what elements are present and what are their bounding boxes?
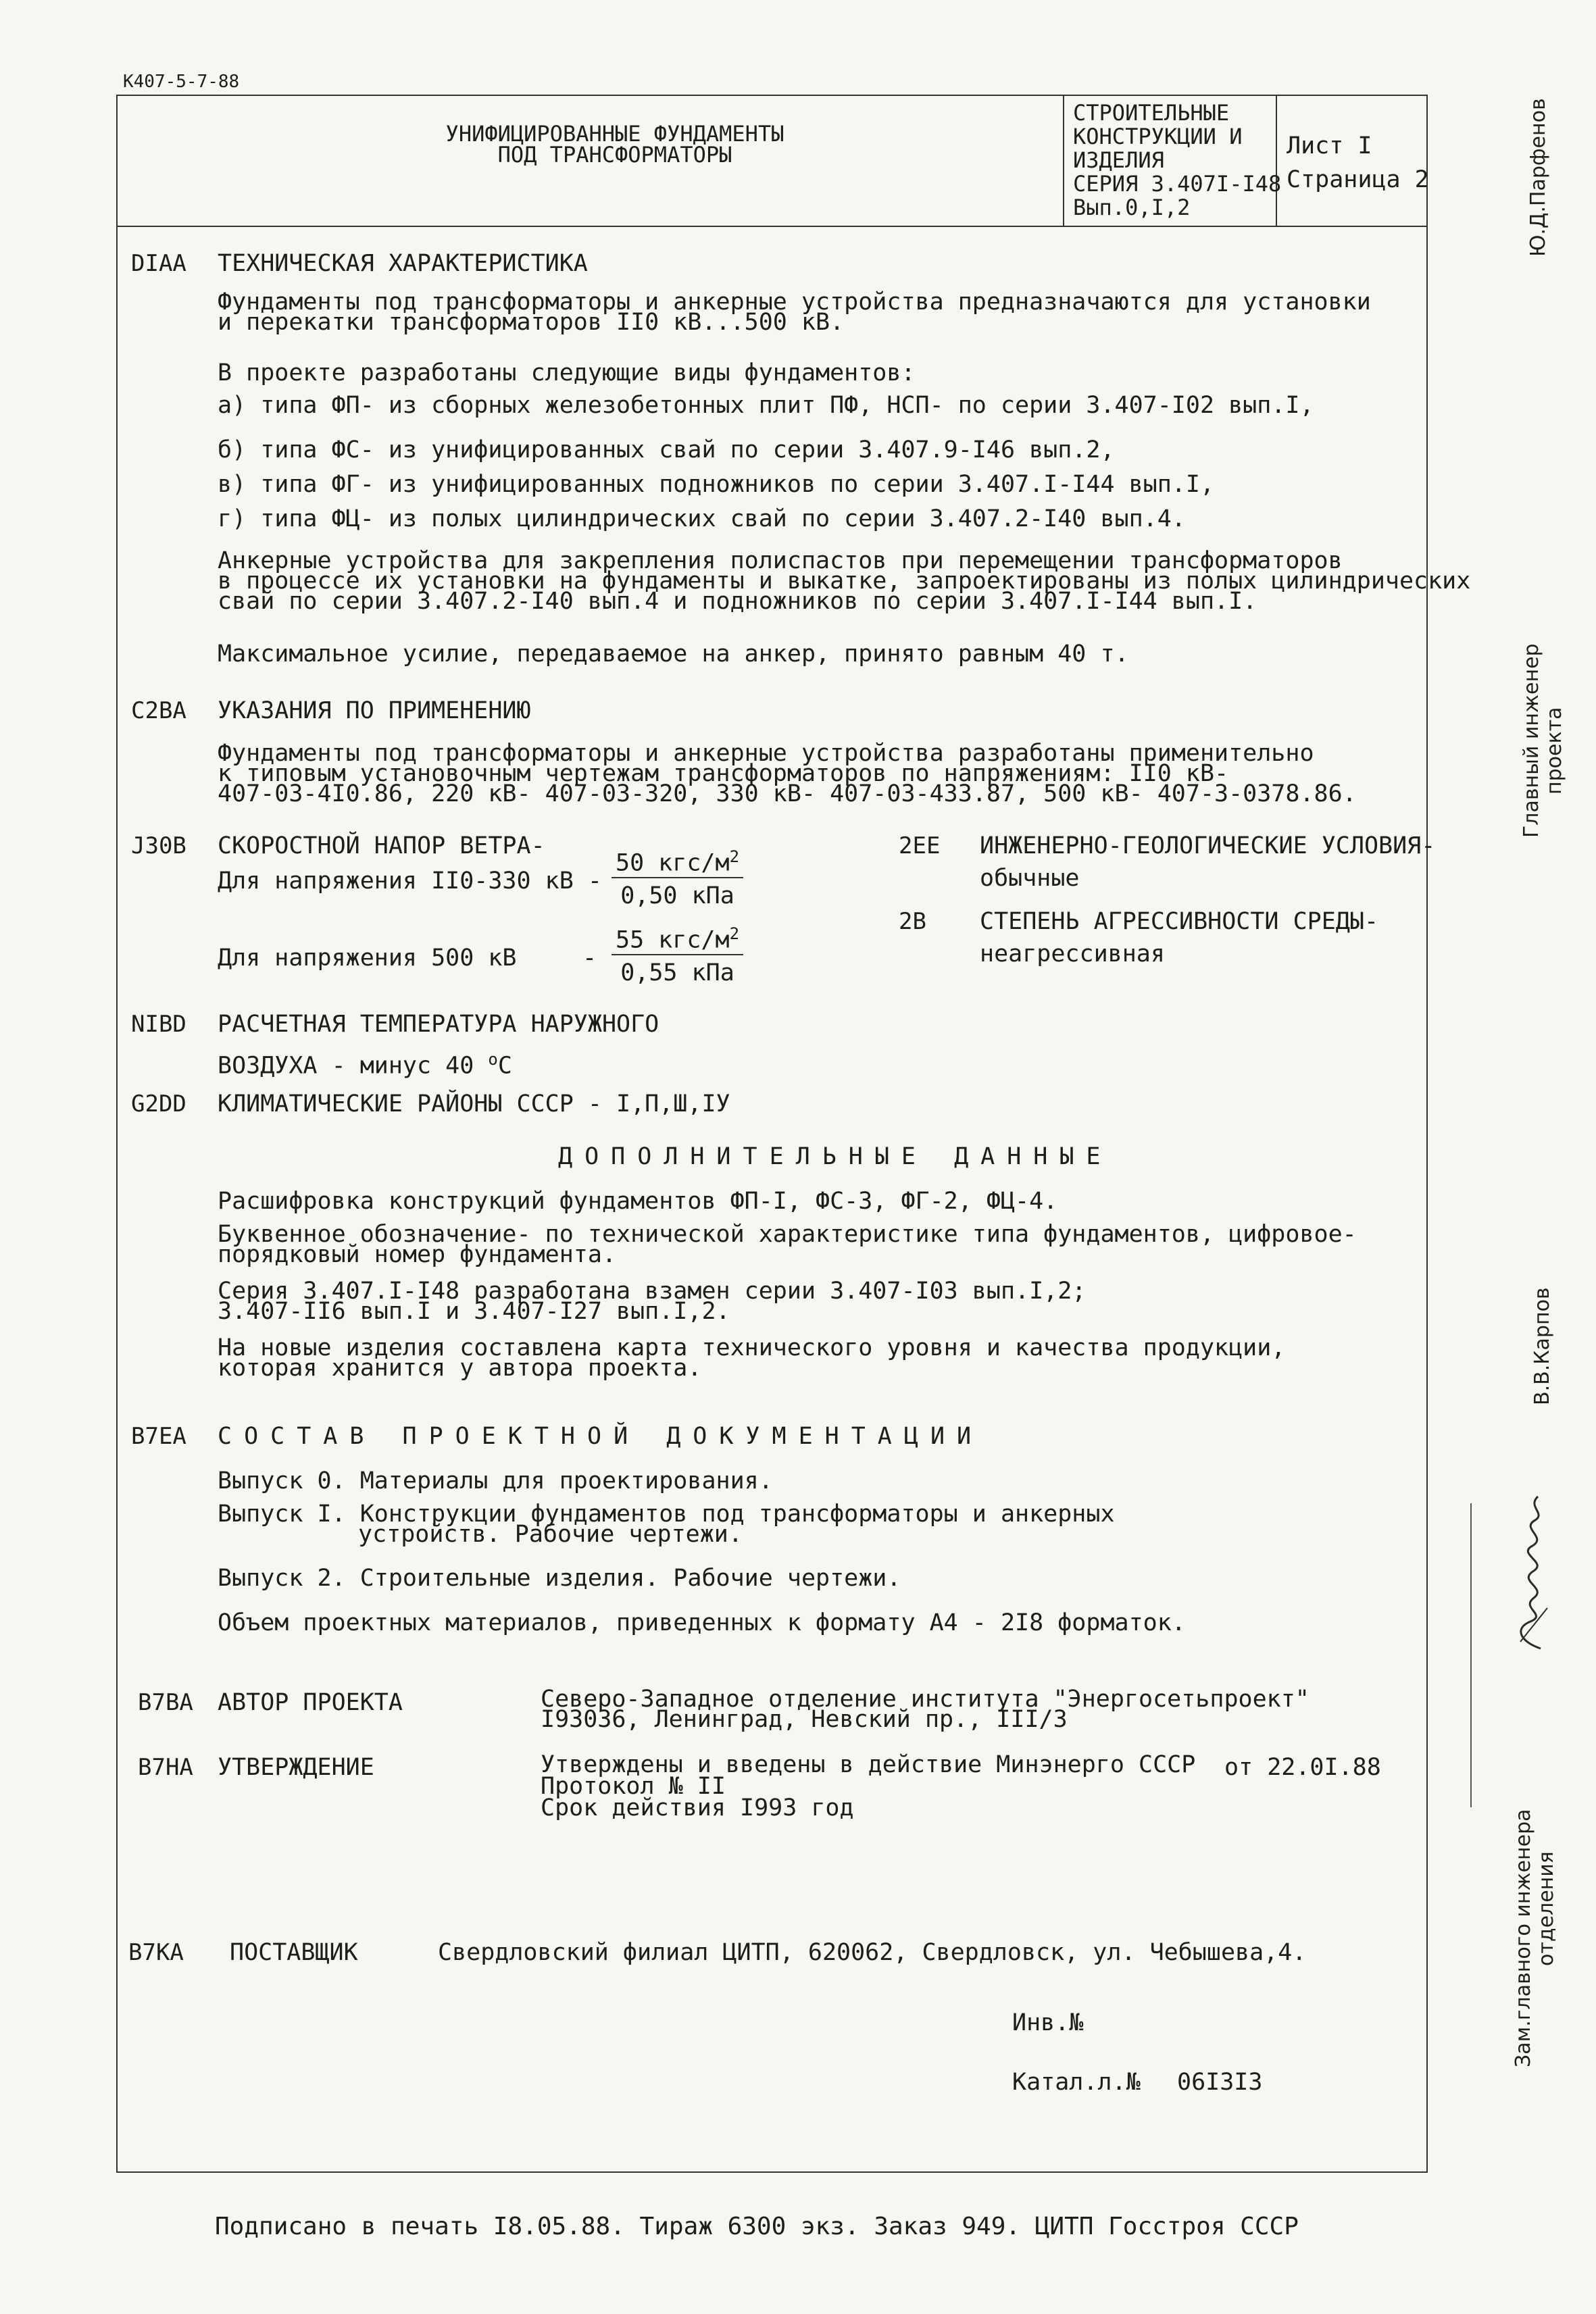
issue-2: Выпуск 2. Строительные изделия. Рабочие чертежи.	[218, 1565, 901, 1592]
print-footer: Подписано в печать I8.05.88. Тираж 6300 экз. Заказ 949. ЦИТП Госстроя СССР	[215, 2213, 1299, 2240]
tech-intro	[218, 288, 1371, 336]
wind-row-2-label: Для напряжения 500 кВ	[218, 945, 517, 972]
section-title: ТЕХНИЧЕСКАЯ ХАРАКТЕРИСТИКА	[218, 250, 588, 277]
aggr-value: неагрессивная	[980, 940, 1165, 967]
catalog-label: Катал.л.№	[1012, 2069, 1141, 2096]
section-code: NIBD	[131, 1011, 186, 1038]
section-title: УТВЕРЖДЕНИЕ	[218, 1754, 374, 1781]
header-divider-1	[1063, 95, 1064, 227]
category-line-2: КОНСТРУКЦИИ И	[1073, 124, 1243, 149]
approval-date: от 22.0I.88	[1224, 1754, 1381, 1781]
section-title: СТЕПЕНЬ АГРЕССИВНОСТИ СРЕДЫ-	[980, 908, 1379, 935]
card-text	[218, 1334, 1286, 1382]
section-title: ПОСТАВЩИК	[230, 1939, 358, 1966]
series-text	[218, 1278, 1087, 1325]
wind-value-kgs: 55 кгс/м	[616, 926, 730, 954]
category-block	[1073, 101, 1281, 220]
types-heading: В проекте разработаны следующие виды фундаментов:	[218, 359, 916, 386]
text-line: и перекатки трансформаторов II0 кВ...500 кВ.	[218, 309, 845, 336]
author-text	[541, 1686, 1310, 1733]
text-line: 407-03-4I0.86, 220 кВ- 407-03-320, 330 кВ- 407-03-433.87, 500 кВ- 407-3-0378.86.	[218, 780, 1357, 807]
text-line: к типовым установочным чертежам трансформаторов по напряжениям: II0 кВ-	[218, 760, 1229, 787]
text-line: Анкерные устройства для закрепления полиспастов при перемещении трансформаторов	[218, 547, 1343, 574]
extra-data-heading: ДОПОЛНИТЕЛЬНЫЕ ДАННЫЕ	[558, 1143, 1113, 1170]
wind-value-1	[612, 843, 743, 909]
approval-text	[541, 1751, 1196, 1821]
catalog-value: 06I3I3	[1177, 2069, 1263, 2096]
text-line: Серия 3.407.I-I48 разработана взамен серии 3.407-I03 вып.I,2;	[218, 1278, 1087, 1305]
wind-value-kpa: 0,55 кПа	[620, 959, 734, 986]
section-title: СКОРОСТНОЙ НАПОР ВЕТРА-	[218, 832, 545, 859]
wind-value-kpa: 0,50 кПа	[620, 882, 734, 909]
temp-unit: С	[497, 1052, 512, 1080]
text-line: Срок действия I993 год	[541, 1794, 854, 1821]
text-line: устройств. Рабочие чертежи.	[358, 1521, 743, 1548]
decode-text: Расшифровка конструкций фундаментов ФП-I, ФС-3, ФГ-2, ФЦ-4.	[218, 1188, 1058, 1215]
title-line: Зам.главного инженера	[1512, 1809, 1535, 2067]
section-title: УКАЗАНИЯ ПО ПРИМЕНЕНИЮ	[218, 697, 531, 724]
temp-value	[218, 1046, 512, 1080]
text-line: Фундаменты под трансформаторы и анкерные устройства разработаны применительно	[218, 740, 1314, 767]
text-line: свай по серии 3.407.2-I40 вып.4 и подножников по серии 3.407.I-I44 вып.I.	[218, 588, 1257, 615]
issue-1	[218, 1501, 1115, 1548]
category-line-5: Вып.0,I,2	[1073, 195, 1191, 220]
text-line: 3.407-II6 вып.I и 3.407-I27 вып.I,2.	[218, 1298, 730, 1325]
text-line: которая хранится у автора проекта.	[218, 1355, 702, 1382]
max-force: Максимальное усилие, передаваемое на анкер, принято равным 40 т.	[218, 640, 1129, 668]
section-code: G2DD	[131, 1090, 186, 1117]
volume-text: Объем проектных материалов, приведенных к формату А4 - 2I8 форматок.	[218, 1609, 1186, 1636]
wind-value-kgs: 50 кгс/м	[616, 849, 730, 877]
category-line-4: СЕРИЯ 3.407I-I48	[1073, 171, 1282, 197]
chief-engineer-title	[1520, 643, 1566, 838]
section-title: СОСТАВ ПРОЕКТНОЙ ДОКУМЕНТАЦИИ	[218, 1423, 984, 1450]
section-code: C2BA	[131, 697, 186, 724]
text-line: Северо-Западное отделение института "Энергосетьпроект"	[541, 1686, 1310, 1713]
text-line: в процессе их установки на фундаменты и выкатке, запроектированы из полых цилиндрических	[218, 568, 1471, 595]
header-divider	[116, 226, 1428, 227]
superscript: 2	[729, 924, 740, 943]
letters-text	[218, 1221, 1357, 1268]
degree-sign: о	[488, 1050, 498, 1069]
margin-divider	[1470, 1503, 1472, 1807]
text-line: Фундаменты под трансформаторы и анкерные устройства предназначаются для установки	[218, 288, 1371, 316]
text-line: Выпуск I. Конструкции фундаментов под трансформаторы и анкерных	[218, 1501, 1115, 1528]
wind-row-2-dash: -	[582, 945, 597, 972]
section-title: КЛИМАТИЧЕСКИЕ РАЙОНЫ СССР - I,П,Ш,IУ	[218, 1090, 730, 1117]
temp-text: ВОЗДУХА - минус 40	[218, 1052, 474, 1080]
title-line-1: УНИФИЦИРОВАННЫЕ ФУНДАМЕНТЫ	[445, 121, 784, 147]
issue-0: Выпуск 0. Материалы для проектирования.	[218, 1467, 773, 1494]
text-line: порядковый номер фундамента.	[218, 1241, 617, 1268]
anchor-text	[218, 547, 1471, 615]
signature-mark	[1500, 1486, 1561, 1655]
geo-value: обычные	[980, 865, 1080, 892]
section-code: B7HA	[138, 1754, 193, 1781]
sheet-number: Лист I	[1287, 132, 1372, 159]
wind-row-1-label: Для напряжения II0-330 кВ -	[218, 867, 602, 895]
section-code: 2EE	[899, 832, 941, 859]
section-code: J30B	[131, 832, 186, 859]
title-line: отделения	[1535, 1851, 1558, 1966]
type-item: в) типа ФГ- из унифицированных подножников по серии 3.407.I-I44 вып.I,	[218, 471, 1215, 498]
title-line: Главный инженер	[1520, 643, 1543, 838]
document-code: К407-5-7-88	[123, 72, 240, 92]
text-line: Протокол № II	[541, 1773, 726, 1800]
category-line-1: СТРОИТЕЛЬНЫЕ	[1073, 100, 1230, 126]
type-item: г) типа ФЦ- из полых цилиндрических свай по серии 3.407.2-I40 вып.4.	[218, 505, 1186, 532]
text-line: I93036, Ленинград, Невский пр., III/3	[541, 1706, 1068, 1733]
section-code: B7BA	[138, 1689, 193, 1716]
text-line: Буквенное обозначение- по технической характеристике типа фундаментов, цифровое-	[218, 1221, 1357, 1248]
section-code: B7KA	[128, 1939, 184, 1966]
document-title	[378, 121, 851, 168]
deputy-chief-title	[1512, 1809, 1558, 2068]
section-code: B7EA	[131, 1423, 186, 1450]
usage-text	[218, 740, 1357, 807]
inventory-label: Инв.№	[1012, 2009, 1084, 2036]
category-line-3: ИЗДЕЛИЯ	[1073, 147, 1164, 173]
title-line-2: ПОД ТРАНСФОРМАТОРЫ	[497, 142, 732, 168]
section-title: РАСЧЕТНАЯ ТЕМПЕРАТУРА НАРУЖНОГО	[218, 1011, 659, 1038]
supplier-text: Свердловский филиал ЦИТП, 620062, Свердловск, ул. Чебышева,4.	[438, 1939, 1307, 1966]
type-item: а) типа ФП- из сборных железобетонных плит ПФ, НСП- по серии 3.407-I02 вып.I,	[218, 392, 1314, 419]
signer-name-2: В.В.Карпов	[1530, 1287, 1554, 1405]
text-line: На новые изделия составлена карта технического уровня и качества продукции,	[218, 1334, 1286, 1361]
signer-name-1: Ю.Д.Парфенов	[1526, 98, 1550, 257]
section-title: АВТОР ПРОЕКТА	[218, 1689, 403, 1716]
superscript: 2	[729, 847, 740, 866]
type-item: б) типа ФС- из унифицированных свай по серии 3.407.9-I46 вып.2,	[218, 436, 1115, 463]
title-line: проекта	[1543, 707, 1566, 795]
page-number: Страница 2	[1287, 166, 1429, 193]
section-code: 2B	[899, 908, 926, 935]
wind-value-2	[612, 920, 743, 986]
section-code: DIAA	[131, 250, 186, 277]
text-line: Утверждены и введены в действие Минэнерго СССР	[541, 1751, 1196, 1778]
section-title: ИНЖЕНЕРНО-ГЕОЛОГИЧЕСКИЕ УСЛОВИЯ-	[980, 832, 1436, 859]
